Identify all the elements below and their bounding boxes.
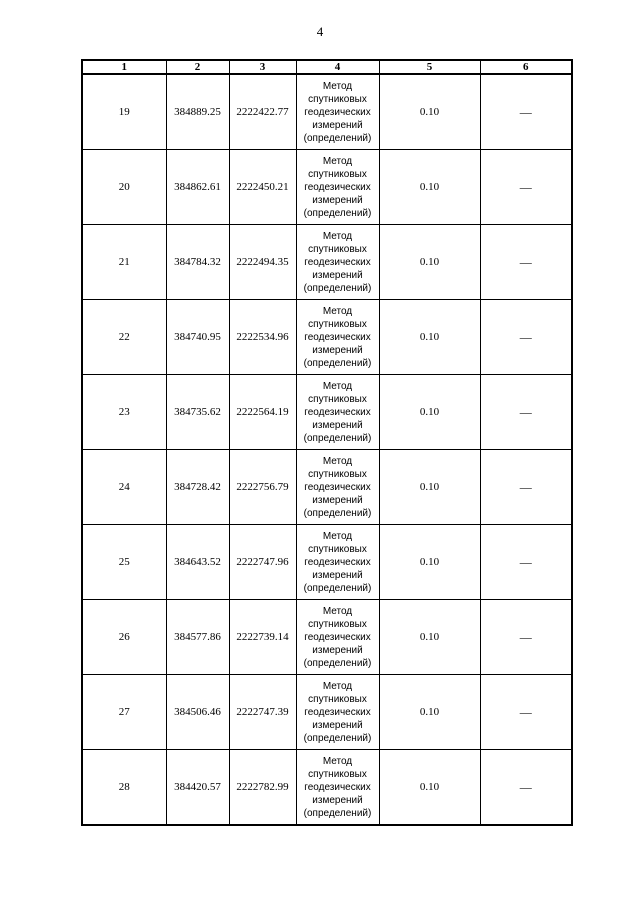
method-cell [296,300,379,375]
table-row [82,375,572,450]
accuracy-cell [379,600,480,675]
point-number-cell [82,74,166,150]
note-cell-text: — [519,329,532,344]
x-coordinate-cell [166,375,229,450]
x-coordinate-cell [166,600,229,675]
accuracy-cell-text: 0.10 [419,106,440,118]
y-coordinate-cell-text: 2222747.39 [236,706,289,718]
method-cell [296,225,379,300]
point-number-cell-text: 28 [118,781,130,793]
accuracy-cell-text: 0.10 [419,781,440,793]
point-number-cell [82,450,166,525]
note-cell-text: — [519,629,532,644]
accuracy-cell [379,450,480,525]
y-coordinate-cell-text: 2222782.99 [236,781,289,793]
point-number-cell-text: 20 [118,181,130,193]
accuracy-cell [379,525,480,600]
y-coordinate-cell [229,375,296,450]
method-cell [296,525,379,600]
method-cell-text: Метод спутниковых геодезических измерений (определений) [303,155,372,219]
method-cell-text: Метод спутниковых геодезических измерений (определений) [303,605,372,669]
accuracy-cell [379,150,480,225]
method-cell-text: Метод спутниковых геодезических измерений (определений) [303,380,372,444]
x-coordinate-cell-text: 384420.57 [174,781,221,793]
x-coordinate-cell-text: 384740.95 [174,331,221,343]
page-number: 4 [316,24,324,39]
method-cell [296,675,379,750]
y-coordinate-cell [229,675,296,750]
note-cell-text: — [519,254,532,269]
note-cell [480,150,572,225]
x-coordinate-cell [166,450,229,525]
note-cell [480,600,572,675]
column-header-4: 4 [296,60,379,74]
note-cell [480,225,572,300]
x-coordinate-cell [166,74,229,150]
table-row [82,750,572,826]
point-number-cell [82,600,166,675]
x-coordinate-cell-text: 384506.46 [174,706,221,718]
method-cell [296,750,379,826]
y-coordinate-cell [229,450,296,525]
point-number-cell [82,525,166,600]
point-number-cell [82,675,166,750]
point-number-cell [82,225,166,300]
x-coordinate-cell [166,675,229,750]
x-coordinate-cell [166,150,229,225]
coordinates-table [81,59,573,826]
note-cell [480,300,572,375]
point-number-cell-text: 23 [118,406,130,418]
y-coordinate-cell-text: 2222564.19 [236,406,289,418]
x-coordinate-cell-text: 384862.61 [174,181,221,193]
accuracy-cell [379,675,480,750]
point-number-cell-text: 22 [118,331,130,343]
note-cell-text: — [519,479,532,494]
point-number-cell [82,300,166,375]
x-coordinate-cell [166,525,229,600]
note-cell [480,450,572,525]
method-cell [296,450,379,525]
x-coordinate-cell-text: 384889.25 [174,106,221,118]
column-header-5: 5 [379,60,480,74]
point-number-cell-text: 26 [118,631,130,643]
note-cell-text: — [519,104,532,119]
method-cell-text: Метод спутниковых геодезических измерений (определений) [303,680,372,744]
table-row [82,225,572,300]
method-cell-text: Метод спутниковых геодезических измерений (определений) [303,230,372,294]
point-number-cell-text: 21 [118,256,130,268]
table-row [82,450,572,525]
point-number-cell [82,375,166,450]
note-cell [480,375,572,450]
x-coordinate-cell [166,225,229,300]
x-coordinate-cell [166,300,229,375]
point-number-cell-text: 27 [118,706,130,718]
accuracy-cell-text: 0.10 [419,181,440,193]
accuracy-cell [379,375,480,450]
accuracy-cell-text: 0.10 [419,706,440,718]
y-coordinate-cell [229,525,296,600]
table-row [82,150,572,225]
x-coordinate-cell-text: 384728.42 [174,481,221,493]
table-row [82,74,572,150]
y-coordinate-cell [229,750,296,826]
accuracy-cell-text: 0.10 [419,256,440,268]
accuracy-cell-text: 0.10 [419,556,440,568]
note-cell [480,74,572,150]
y-coordinate-cell [229,74,296,150]
table-header-row [82,60,572,74]
point-number-cell [82,750,166,826]
accuracy-cell-text: 0.10 [419,481,440,493]
method-cell [296,375,379,450]
table-row [82,525,572,600]
note-cell-text: — [519,704,532,719]
accuracy-cell-text: 0.10 [419,331,440,343]
column-header-1: 1 [82,60,166,74]
y-coordinate-cell [229,600,296,675]
x-coordinate-cell [166,750,229,826]
method-cell-text: Метод спутниковых геодезических измерений (определений) [303,755,372,819]
accuracy-cell [379,300,480,375]
y-coordinate-cell-text: 2222450.21 [236,181,289,193]
y-coordinate-cell [229,225,296,300]
y-coordinate-cell [229,150,296,225]
table-row [82,600,572,675]
y-coordinate-cell-text: 2222494.35 [236,256,289,268]
method-cell-text: Метод спутниковых геодезических измерений (определений) [303,305,372,369]
note-cell [480,525,572,600]
x-coordinate-cell-text: 384784.32 [174,256,221,268]
note-cell-text: — [519,179,532,194]
method-cell-text: Метод спутниковых геодезических измерений (определений) [303,80,372,144]
note-cell [480,750,572,826]
x-coordinate-cell-text: 384735.62 [174,406,221,418]
column-header-2: 2 [166,60,229,74]
y-coordinate-cell-text: 2222534.96 [236,331,289,343]
method-cell [296,600,379,675]
point-number-cell-text: 24 [118,481,130,493]
x-coordinate-cell-text: 384577.86 [174,631,221,643]
table-row [82,675,572,750]
method-cell-text: Метод спутниковых геодезических измерений (определений) [303,530,372,594]
point-number-cell-text: 19 [118,106,130,118]
table-row [82,300,572,375]
accuracy-cell-text: 0.10 [419,406,440,418]
accuracy-cell [379,750,480,826]
note-cell-text: — [519,554,532,569]
column-header-3: 3 [229,60,296,74]
accuracy-cell [379,74,480,150]
note-cell-text: — [519,404,532,419]
y-coordinate-cell-text: 2222739.14 [236,631,289,643]
y-coordinate-cell-text: 2222422.77 [236,106,289,118]
y-coordinate-cell [229,300,296,375]
method-cell [296,74,379,150]
accuracy-cell [379,225,480,300]
method-cell-text: Метод спутниковых геодезических измерений (определений) [303,455,372,519]
method-cell [296,150,379,225]
column-header-6: 6 [480,60,572,74]
accuracy-cell-text: 0.10 [419,631,440,643]
y-coordinate-cell-text: 2222756.79 [236,481,289,493]
point-number-cell [82,150,166,225]
y-coordinate-cell-text: 2222747.96 [236,556,289,568]
point-number-cell-text: 25 [118,556,130,568]
note-cell-text: — [519,779,532,794]
x-coordinate-cell-text: 384643.52 [174,556,221,568]
note-cell [480,675,572,750]
